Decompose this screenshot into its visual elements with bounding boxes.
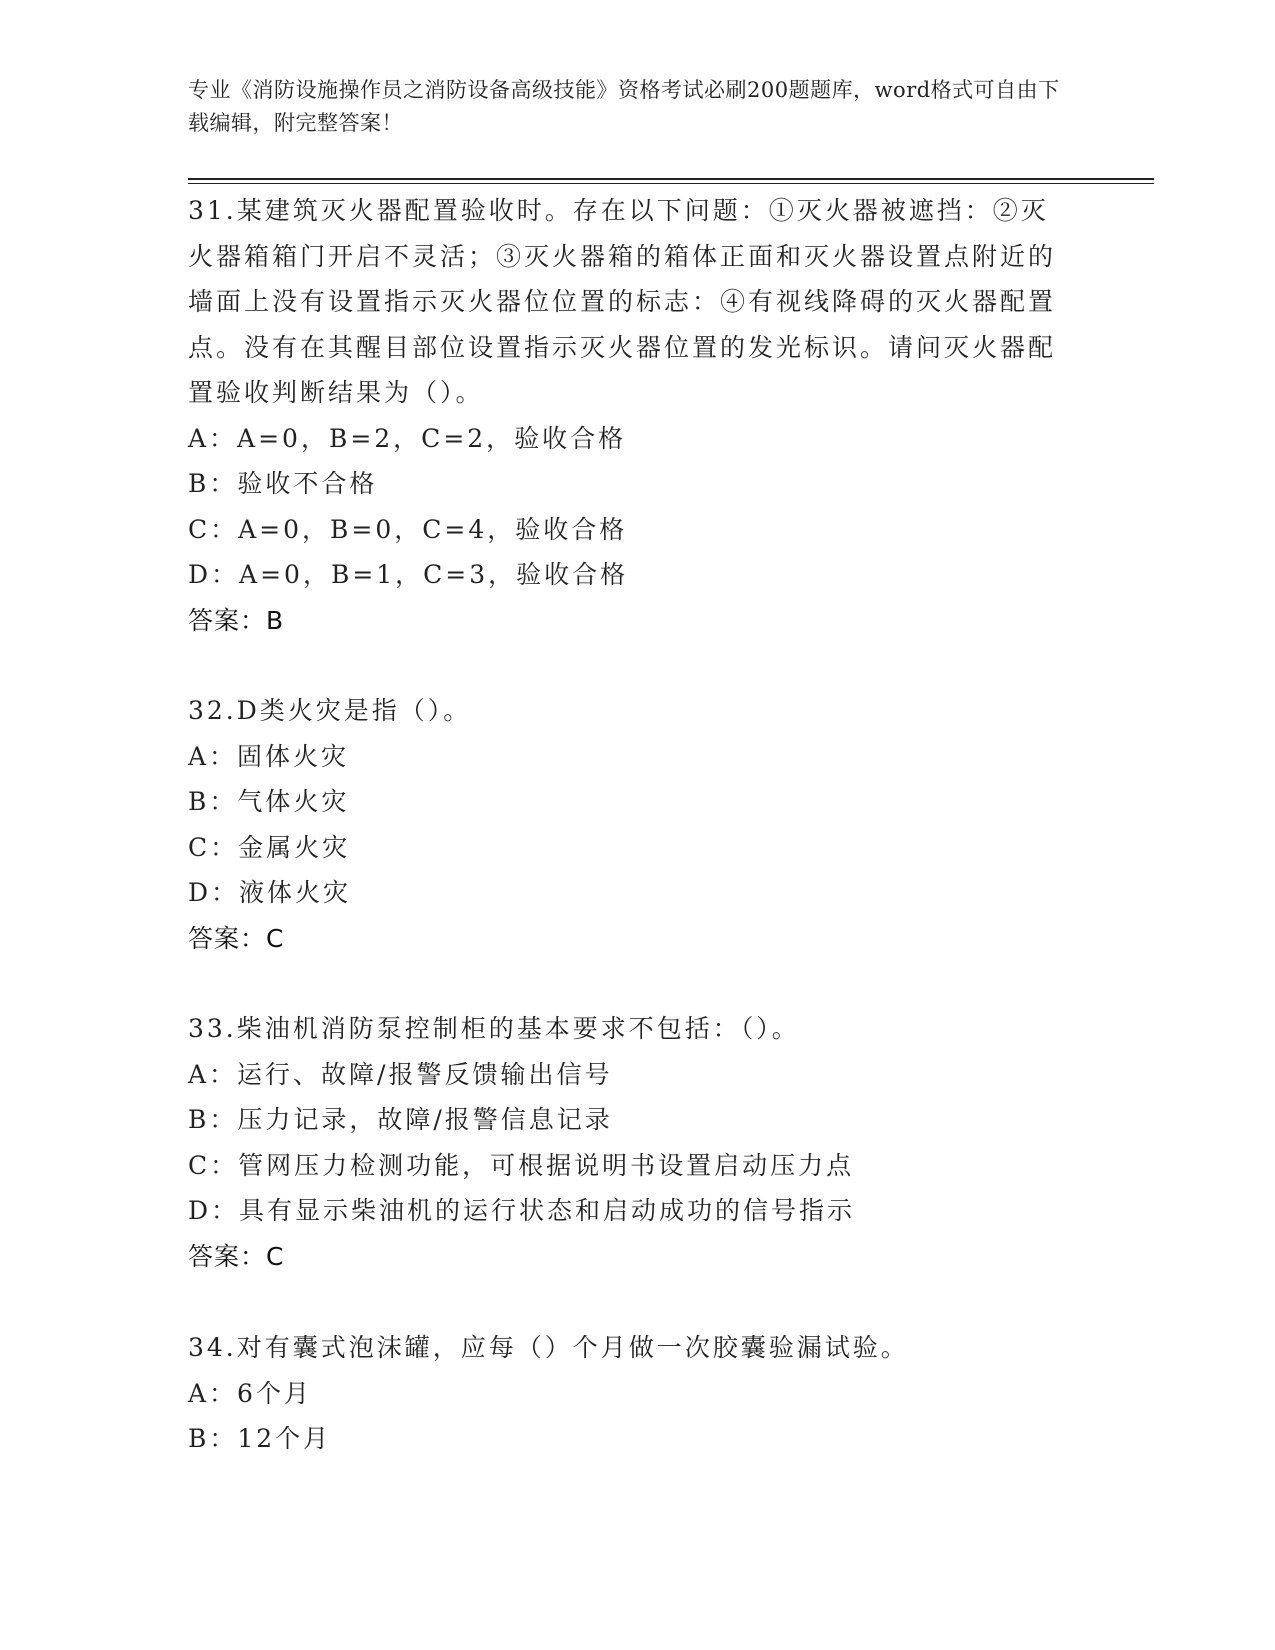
question-stem: 31.某建筑灭火器配置验收时。存在以下问题：①灭火器被遮挡：②灭火器箱箱门开启不灵活；③灭火器箱的箱体正面和灭火器设置点附近的墙面上没有设置指示灭火器位位置的标志：④有视线降碍的灭火器配置点。没有在其醒目部位设置指示灭火器位置的发光标识。请问灭火器配置验收判断结果为（）。 xyxy=(188,196,1057,407)
question-33 xyxy=(188,1006,1068,1280)
header-divider-thick xyxy=(188,178,1154,180)
option-d: D：具有显示柴油机的运行状态和启动成功的信号指示 xyxy=(188,1196,856,1225)
question-32 xyxy=(188,688,1068,962)
option-d: D：液体火灾 xyxy=(188,878,352,907)
option-a: A：A=0，B=2，C=2，验收合格 xyxy=(188,423,627,453)
option-c: C：金属火灾 xyxy=(188,832,351,862)
header-divider-thin xyxy=(188,183,1154,184)
option-b: B：验收不合格 xyxy=(188,469,378,498)
document-header: 专业《消防设施操作员之消防设备高级技能》资格考试必刷200题题库，word格式可自由下载编辑，附完整答案！ xyxy=(188,78,1060,135)
answer-line: 答案：B xyxy=(188,605,285,635)
question-31 xyxy=(188,188,1068,644)
option-d: D：A=0，B=1，C=3，验收合格 xyxy=(188,560,629,589)
question-stem: 33.柴油机消防泵控制柜的基本要求不包括：（）。 xyxy=(188,1014,800,1043)
option-a: A：6个月 xyxy=(188,1378,312,1408)
option-a: A：运行、故障/报警反馈输出信号 xyxy=(188,1059,613,1089)
question-34 xyxy=(188,1325,1068,1462)
question-stem: 34.对有囊式泡沫罐，应每（）个月做一次胶囊验漏试验。 xyxy=(188,1333,909,1362)
option-a: A：固体火灾 xyxy=(188,741,350,771)
answer-line: 答案：C xyxy=(188,1241,285,1271)
option-b: B：12个月 xyxy=(188,1424,332,1453)
option-c: C：管网压力检测功能，可根据说明书设置启动压力点 xyxy=(188,1150,855,1180)
option-b: B：气体火灾 xyxy=(188,787,350,816)
answer-line: 答案：C xyxy=(188,923,285,953)
option-c: C：A=0，B=0，C=4，验收合格 xyxy=(188,514,628,544)
option-b: B：压力记录，故障/报警信息记录 xyxy=(188,1105,613,1134)
question-stem: 32.D类火灾是指（）。 xyxy=(188,696,472,725)
